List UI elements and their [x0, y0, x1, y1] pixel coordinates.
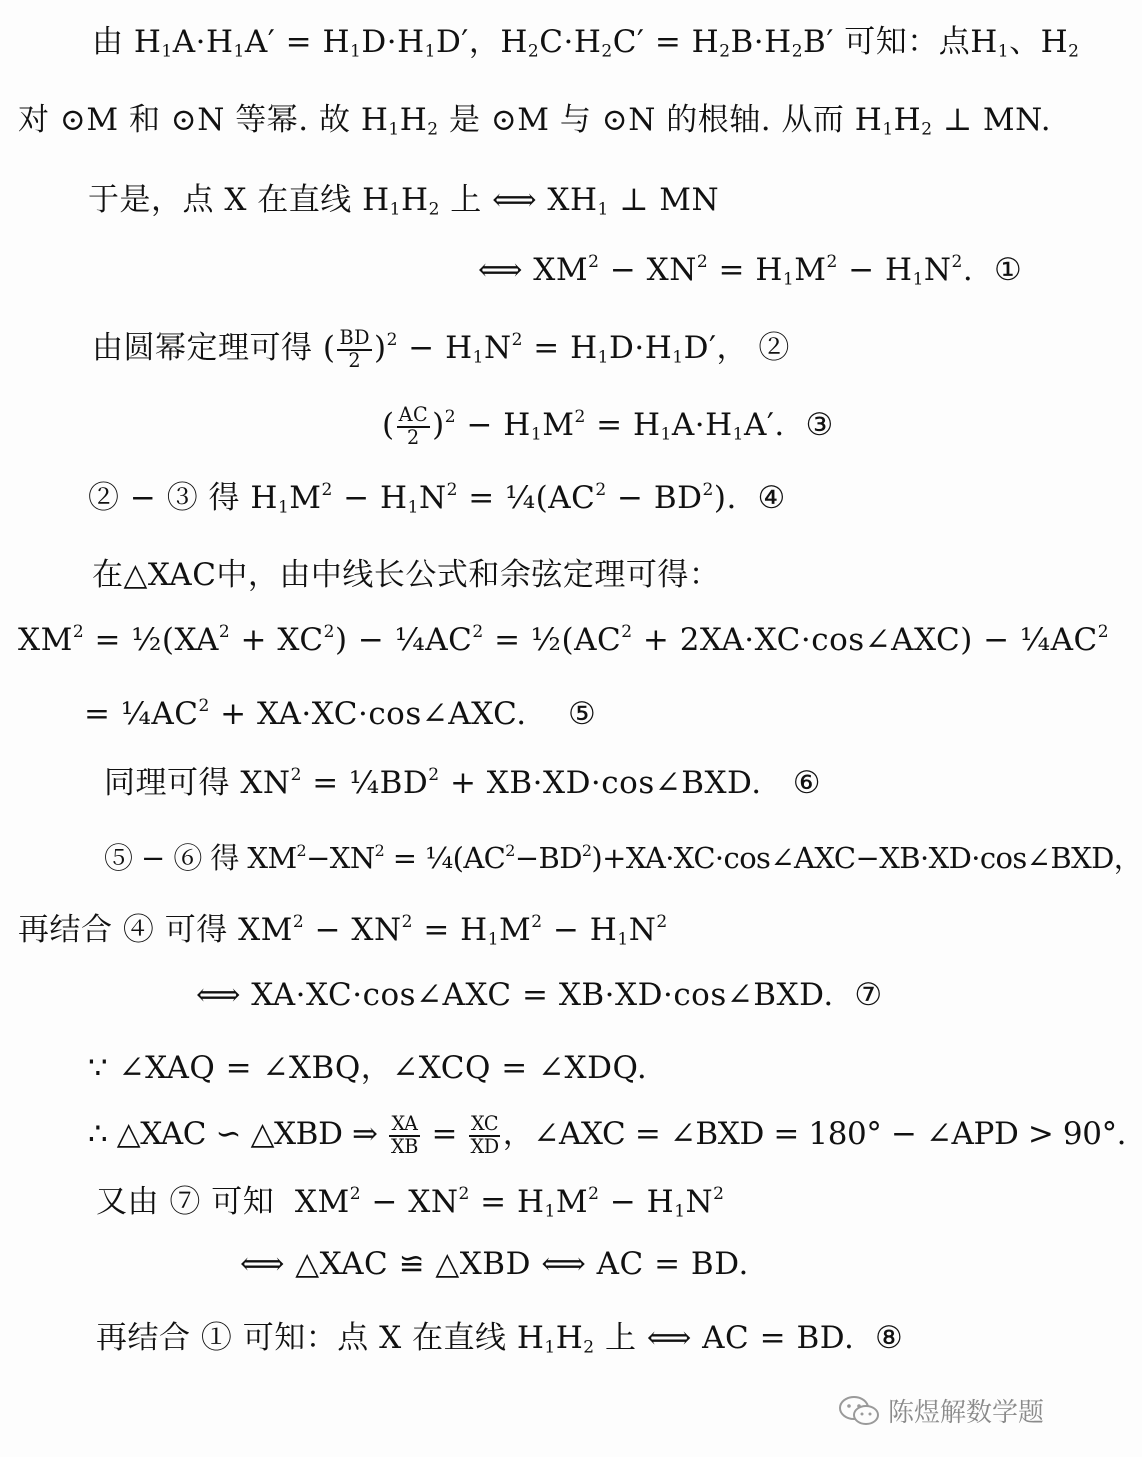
- therefore-symbol: ∴: [88, 1116, 108, 1152]
- iff-symbol: ⟺: [196, 977, 241, 1013]
- text-segment: 又由: [96, 1184, 159, 1220]
- text-segment: 上: [604, 1320, 637, 1356]
- text-segment: 同理可得: [104, 765, 230, 801]
- fraction: $\frac{XC}{XD}$: [470, 1112, 499, 1158]
- text-line-4: ⟺ $XM^2 - XN^2 = H_1M^2 - H_1N^2$. ①: [478, 252, 1023, 290]
- equation-number: ⑧: [875, 1320, 904, 1356]
- because-symbol: ∵: [88, 1050, 109, 1086]
- text-line-1: 由 $H_1A\cdot H_1A' = H_1D\cdot H_1D'$，$H_2C\cdot H_2C' = H_2B\cdot H_2B'$ 可知：点$H_1$、$H_2$: [92, 24, 1080, 62]
- watermark-text: 陈煜解数学题: [888, 1398, 1045, 1428]
- text-line-9: $XM^2$ = $\frac{1}{2}(XA^2 + XC^2)$ − $\frac{1}{4}AC^2$ = $\frac{1}{2}(AC^2$ + 2XA·XC·cos∠AXC) − $\frac{1}{4}AC^2$: [18, 622, 1110, 658]
- text-segment: 再结合: [96, 1320, 191, 1356]
- text-line-13: 再结合 ④ 可得 $XM^2 - XN^2 = H_1M^2 - H_1N^2$: [18, 912, 668, 950]
- iff-symbol: ⟺: [541, 1246, 587, 1282]
- fraction: $\frac{BD}{2}$: [339, 326, 370, 372]
- text-line-2: 对 ⊙M 和 ⊙N 等幂. 故 $H_1H_2$ 是 ⊙M 与 ⊙N 的根轴. 从而 $H_1H_2$ ⊥ MN.: [18, 102, 1052, 140]
- equation-number: ③: [805, 407, 834, 443]
- text-line-8: [92, 555, 720, 595]
- text-segment: 得: [210, 841, 239, 875]
- text-line-7: ② − ③ 得 $H_1M^2 - H_1N^2$ = $\frac{1}{4}(AC^2 - BD^2)$. ④: [88, 480, 786, 518]
- equation-ref: ③: [166, 480, 199, 516]
- text-line-15: ∵ ∠XAQ = ∠XBQ，∠XCQ = ∠XDQ.: [88, 1050, 648, 1086]
- fraction: $\frac{XA}{XB}$: [391, 1112, 418, 1158]
- text-segment: 可知: [211, 1184, 275, 1220]
- text-segment: 与: [559, 102, 592, 138]
- circle-m-label: ⊙M: [59, 102, 119, 138]
- text-segment: 由: [92, 24, 124, 60]
- wechat-icon: [838, 1395, 880, 1427]
- text-segment: 的根轴. 从而: [666, 102, 845, 138]
- text-segment: 可知：点: [844, 24, 971, 60]
- fraction: $\frac{AC}{2}$: [398, 403, 429, 449]
- text-line-18: ⟺ △XAC ≌ △XBD ⟺ AC = BD.: [240, 1246, 749, 1282]
- text-line-11: 同理可得 $XN^2$ = $\frac{1}{4}BD^2$ + XB·XD·cos∠BXD. ⑥: [104, 765, 822, 801]
- watermark: [838, 1392, 1044, 1429]
- equation-ref: ④: [122, 912, 155, 948]
- text-segment: 可得: [164, 912, 228, 948]
- text-segment: 和: [128, 102, 161, 138]
- equation-number: ⑤: [568, 696, 597, 732]
- equation-ref: ⑦: [169, 1184, 201, 1220]
- equation-ref: ①: [200, 1320, 233, 1356]
- iff-symbol: ⟺: [646, 1320, 692, 1356]
- text-line-6: ( $\frac{AC}{2}$ )$^2 - H_1M^2 = H_1A\cdot H_1A'$. ③: [382, 403, 834, 449]
- equation-number: ①: [993, 252, 1023, 288]
- text-segment: 是: [448, 102, 481, 138]
- equation-number: ④: [757, 480, 786, 516]
- text-line-3: 于是，点 X 在直线 $H_1H_2$ 上 ⟺ $XH_1$ ⊥ MN: [88, 182, 720, 220]
- equation-number: ⑦: [854, 977, 883, 1013]
- iff-symbol: ⟺: [240, 1246, 285, 1282]
- text-line-10: = $\frac{1}{4}AC^2$ + XA·XC·cos∠AXC. ⑤: [84, 696, 597, 732]
- text-segment: 由圆幂定理可得: [92, 330, 313, 366]
- text-line-19: 再结合 ① 可知：点 X 在直线 $H_1H_2$ 上 ⟺ AC = BD. ⑧: [96, 1320, 904, 1358]
- equation-ref: ②: [88, 480, 120, 516]
- text-line-12: ⑤ − ⑥ 得 $XM^2-XN^2$ = $\frac{1}{4}(AC^2-BD^2)+XA\cdot XC\cdot\cos\angle AXC-XB\cdot XD\cdot\cos\angle BXD$，: [104, 841, 1142, 875]
- text-line-17: 又由 ⑦ 可知 $XM^2 - XN^2 = H_1M^2 - H_1N^2$: [96, 1184, 725, 1222]
- text-segment: 在△XAC中，由中线长公式和余弦定理可得：: [92, 557, 721, 593]
- text-line-14: ⟺ XA·XC·cos∠AXC = XB·XD·cos∠BXD. ⑦: [196, 977, 883, 1013]
- text-segment: 等幂. 故: [235, 102, 351, 138]
- circle-n-label: ⊙N: [170, 102, 225, 138]
- text-line-5: 由圆幂定理可得 ( $\frac{BD}{2}$ )$^2 - H_1N^2 = H_1D\cdot H_1D'$， ②: [92, 326, 790, 372]
- equation-ref: ⑥: [173, 841, 202, 875]
- text-segment: 于是，点 X 在直线: [88, 182, 352, 218]
- iff-symbol: ⟺: [492, 182, 538, 218]
- text-segment: 可知：点 X 在直线: [242, 1320, 507, 1356]
- text-segment: ，: [468, 24, 501, 60]
- equation-ref: ⑤: [104, 841, 133, 875]
- text-segment: 得: [208, 480, 241, 516]
- equation-number: ②: [758, 330, 790, 366]
- text-line-16: ∴ △XAC ∽ △XBD ⇒ $\frac{XA}{XB}$ = $\frac{XC}{XD}$ ，∠AXC = ∠BXD = 180° − ∠APD > 90°.: [88, 1112, 1127, 1158]
- text-segment: 上: [450, 182, 482, 218]
- equation-number: ⑥: [792, 765, 822, 801]
- iff-symbol: ⟺: [478, 252, 523, 288]
- text-segment: 再结合: [18, 912, 113, 948]
- text-segment: 、: [1009, 24, 1041, 60]
- text-segment: 对: [18, 102, 50, 138]
